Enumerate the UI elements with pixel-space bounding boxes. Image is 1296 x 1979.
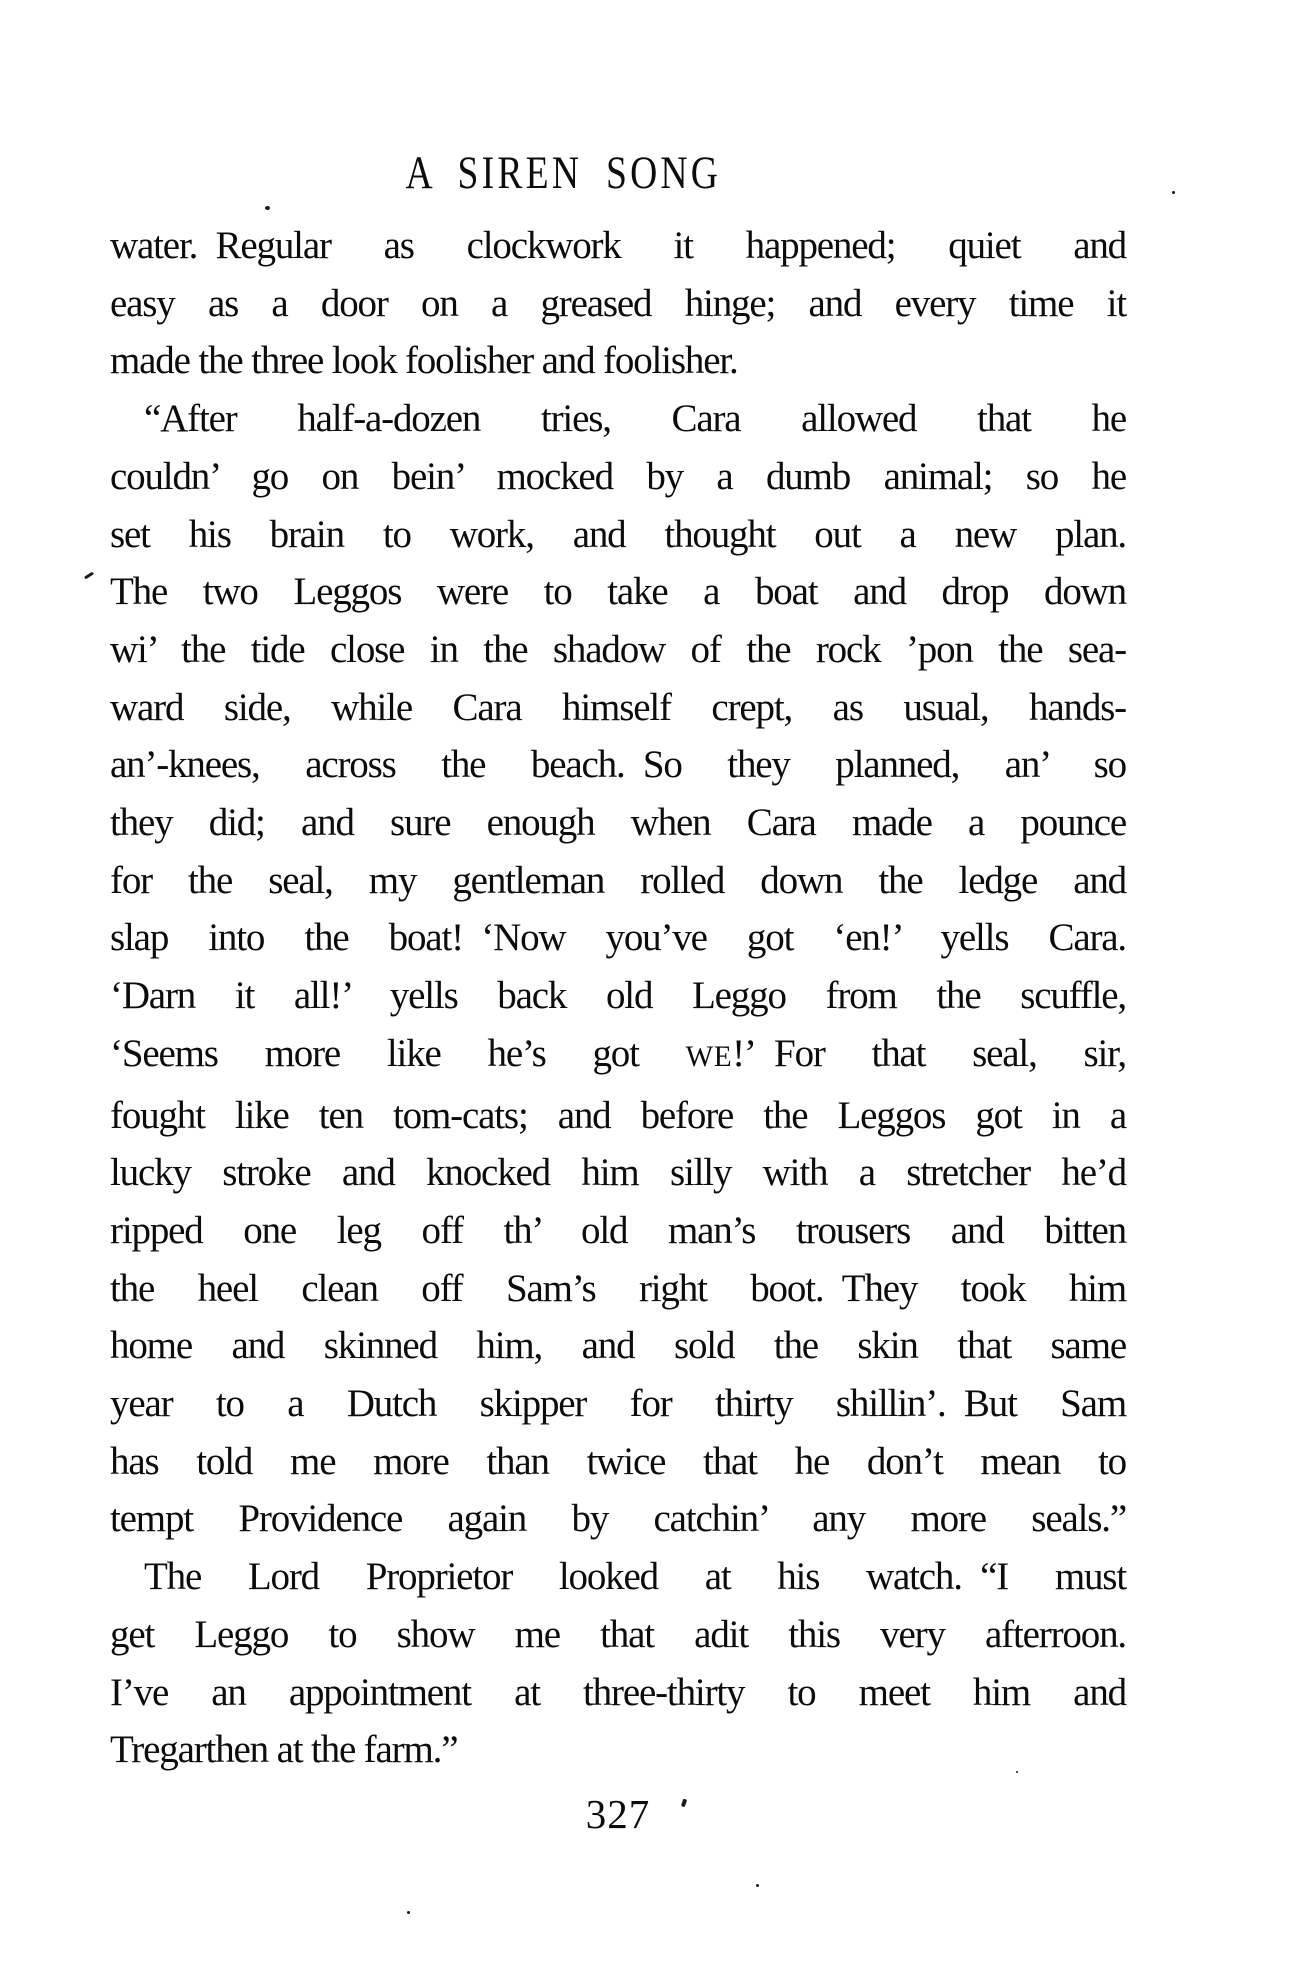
text-line: ‘Darn it all!’ yells back old Leggo from the scuffle, — [110, 974, 1126, 1018]
ink-speck — [265, 206, 270, 210]
text-line: year to a Dutch skipper for thirty shillin’. But Sam — [110, 1382, 1126, 1426]
text-line: The Lord Proprietor looked at his watch. “I must — [144, 1555, 1126, 1599]
text-line: for the seal, my gentleman rolled down the ledge and — [110, 858, 1126, 902]
ink-speck — [407, 1911, 410, 1914]
smallcaps-word: WE — [685, 1040, 733, 1073]
text-line: ward side, while Cara himself crept, as usual, hands- — [110, 685, 1126, 729]
text-line: the heel clean off Sam’s right boot. They took him — [110, 1266, 1126, 1310]
ink-speck — [1016, 1771, 1018, 1773]
text-line: water. Regular as clockwork it happened; quiet and — [110, 224, 1126, 267]
body-text — [110, 217, 1126, 1779]
page-title: A SIREN SONG — [405, 147, 721, 199]
ink-speck — [1172, 191, 1175, 194]
text-line: set his brain to work, and thought out a new plan. — [110, 512, 1126, 556]
text-line: fought like ten tom-cats; and before the Leggos got in a — [110, 1093, 1126, 1137]
ink-speck — [756, 1884, 759, 1887]
text-segment: !’ For that seal, sir, — [732, 1031, 1126, 1075]
text-line: I’ve an appointment at three-thirty to meet him and — [110, 1670, 1126, 1714]
text-line: made the three look foolisher and foolisher. — [110, 339, 738, 383]
text-line: slap into the boat! ‘Now you’ve got ‘en!’ yells Cara. — [110, 916, 1126, 960]
page-number: 327 — [585, 1791, 651, 1837]
text-line: they did; and sure enough when Cara made a pounce — [110, 801, 1126, 845]
text-line: lucky stroke and knocked him silly with a stretcher he’d — [110, 1151, 1126, 1195]
text-segment: ‘Seems more like he’s got — [110, 1031, 686, 1075]
text-line: ripped one leg off th’ old man’s trousers and bitten — [110, 1208, 1126, 1252]
text-line: The two Leggos were to take a boat and drop down — [110, 570, 1126, 614]
text-line: Tregarthen at the farm.” — [110, 1728, 458, 1772]
text-line: has told me more than twice that he don’t mean to — [110, 1439, 1126, 1483]
running-head — [0, 146, 1126, 200]
text-line: easy as a door on a greased hinge; and every time it — [110, 281, 1126, 325]
text-line: get Leggo to show me that adit this very afterroon. — [110, 1612, 1126, 1656]
text-line: wi’ the tide close in the shadow of the rock ’pon the sea- — [110, 627, 1126, 671]
text-line: tempt Providence again by catchin’ any more seals.” — [110, 1497, 1126, 1541]
ink-speck — [84, 572, 94, 580]
text-line: couldn’ go on bein’ mocked by a dumb animal; so he — [110, 454, 1126, 498]
text-line — [110, 1025, 1126, 1087]
text-line: home and skinned him, and sold the skin that same — [110, 1324, 1126, 1368]
text-line: an’-knees, across the beach. So they planned, an’ so — [110, 743, 1126, 787]
text-line: “After half-a-dozen tries, Cara allowed that he — [144, 397, 1126, 441]
